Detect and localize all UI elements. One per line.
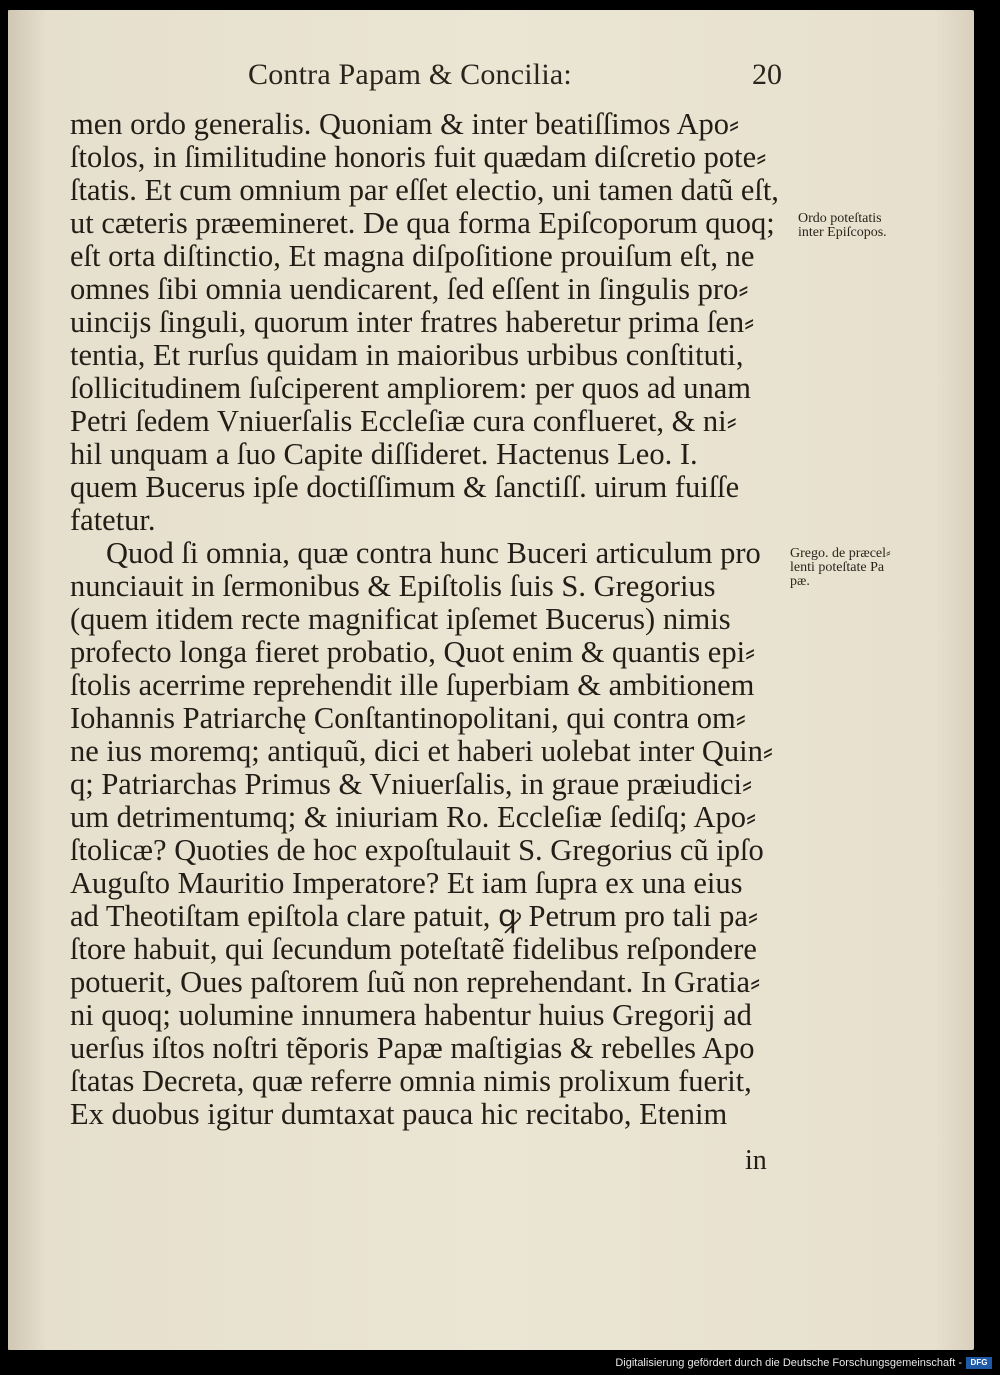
text-line: ſtolicæ? Quoties de hoc expoſtulauit S. Gregorius cũ ipſo <box>70 833 764 867</box>
page-number: 20 <box>752 58 782 91</box>
marginal-note <box>798 212 887 240</box>
text-line: nunciauit in ſermonibus & Epiſtolis ſuis S. Gregorius <box>70 569 716 603</box>
text-line: ſtatas Decreta, quæ referre omnia nimis prolixum fuerit, <box>70 1064 752 1098</box>
text-line: Ex duobus igitur dumtaxat pauca hic recitabo, Etenim <box>70 1097 728 1131</box>
marginal-note-line: inter Epiſcopos. <box>798 225 887 240</box>
text-line: tentia, Et rurſus quidam in maioribus urbibus conſtituti, <box>70 338 744 372</box>
text-line: ſtatis. Et cum omnium par eſſet electio, uni tamen datũ eſt, <box>70 173 779 207</box>
text-line: ſollicitudinem ſuſciperent ampliorem: per quos ad unam <box>70 371 751 405</box>
text-line: ut cæteris præemineret. De qua forma Epiſcoporum quoq; <box>70 206 775 240</box>
text-line: ne ius moremq; antiquũ, dici et haberi uolebat inter Quin⸗ <box>70 734 774 768</box>
digitization-credit <box>615 1357 992 1369</box>
marginal-note-line: Ordo poteſtatis <box>798 211 882 226</box>
text-line: hil unquam a ſuo Capite diſſideret. Hactenus Leo. I. <box>70 437 698 471</box>
text-line: potuerit, Oues paſtorem ſuũ non reprehendant. In Gratia⸗ <box>70 965 761 999</box>
marginal-note-line: pæ. <box>790 574 810 589</box>
text-line: profecto longa fieret probatio, Quot enim & quantis epi⸗ <box>70 635 756 669</box>
marginal-note <box>790 547 891 589</box>
text-line: fatetur. <box>70 503 156 537</box>
marginal-note-line: Grego. de præcel⸗ <box>790 546 891 561</box>
text-line: ſtolis acerrime reprehendit ille ſuperbiam & ambitionem <box>70 668 755 702</box>
dfg-logo-icon: DFG <box>966 1357 992 1369</box>
catchword: in <box>745 1145 767 1176</box>
text-line: eſt orta diſtinctio, Et magna diſpoſitione prouiſum eſt, ne <box>70 239 755 273</box>
text-line: um detrimentumq; & iniuriam Ro. Eccleſiæ ſediſq; Apo⸗ <box>70 800 757 834</box>
credit-text: Digitalisierung gefördert durch die Deutsche Forschungsgemeinschaft - <box>615 1357 962 1369</box>
text-line: omnes ſibi omnia uendicarent, ſed eſſent in ſingulis pro⸗ <box>70 272 749 306</box>
text-line: uerſus iſtos noſtri tẽporis Papæ maſtigias & rebelles Apo <box>70 1031 755 1065</box>
text-line: (quem itidem recte magnificat ipſemet Bucerus) nimis <box>70 602 731 636</box>
text-line: Iohannis Patriarchę Conſtantinopolitani, qui contra om⸗ <box>70 701 746 735</box>
main-text-block <box>70 108 790 1131</box>
text-line: men ordo generalis. Quoniam & inter beatiſſimos Apo⸗ <box>70 107 740 141</box>
text-line: ſtore habuit, qui ſecundum poteſtatẽ fidelibus reſpondere <box>70 932 757 966</box>
text-line: ad Theotiſtam epiſtola clare patuit, ꝙ Petrum pro tali pa⸗ <box>70 899 759 933</box>
text-line: Auguſto Mauritio Imperatore? Et iam ſupra ex una eius <box>70 866 743 900</box>
marginal-note-line: lenti poteſtate Pa <box>790 560 885 575</box>
paragraph-start-line: Quod ſi omnia, quæ contra hunc Buceri articulum pro <box>106 536 761 570</box>
text-line: Petri ſedem Vniuerſalis Eccleſiæ cura conflueret, & ni⸗ <box>70 404 737 438</box>
running-head: Contra Papam & Concilia: <box>248 58 572 91</box>
text-line: ſtolos, in ſimilitudine honoris fuit quædam diſcretio pote⸗ <box>70 140 767 174</box>
text-line: uincijs ſinguli, quorum inter fratres haberetur prima ſen⸗ <box>70 305 755 339</box>
text-line: q; Patriarchas Primus & Vniuerſalis, in graue præiudici⸗ <box>70 767 753 801</box>
text-line: ni quoq; uolumine innumera habentur huius Gregorij ad <box>70 998 752 1032</box>
text-line: quem Bucerus ipſe doctiſſimum & ſanctiſſ. uirum fuiſſe <box>70 470 740 504</box>
